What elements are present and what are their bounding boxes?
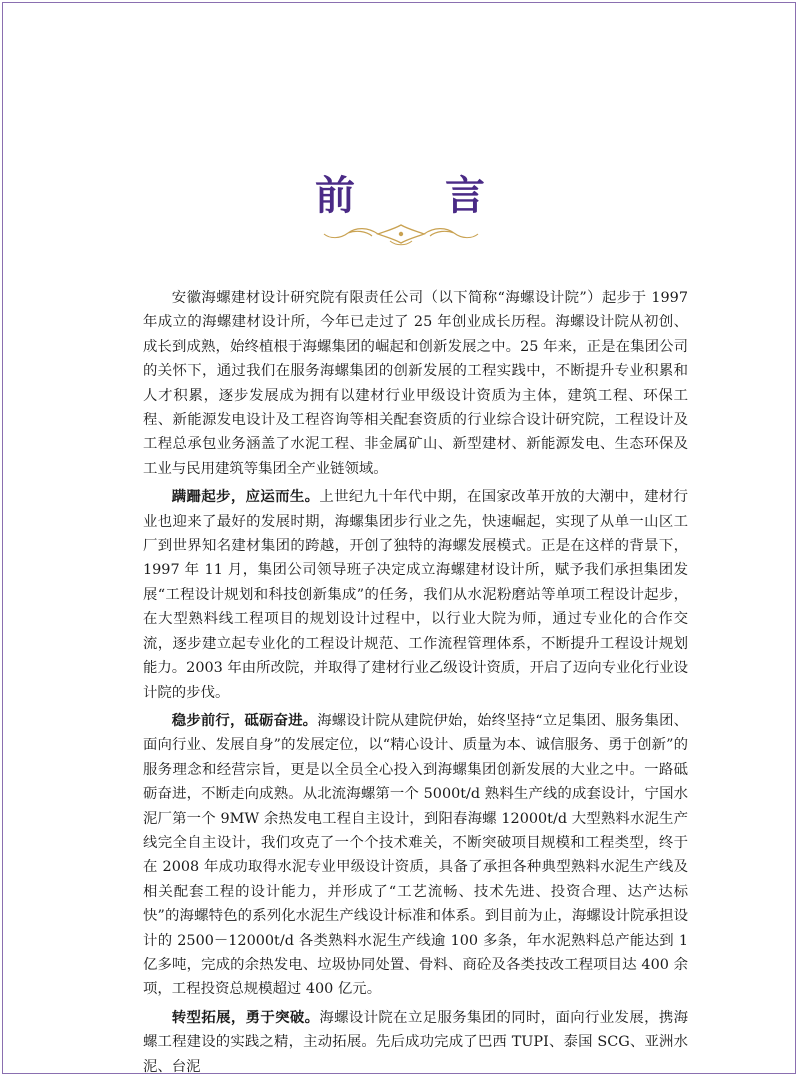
preface-body [143, 286, 688, 1083]
paragraph [143, 709, 688, 1002]
page-title: 前 言 [315, 172, 523, 219]
paragraph [143, 485, 688, 705]
paragraph-text: 海螺设计院在立足服务集团的同时，面向行业发展，携海螺工程建设的实践之精，主动拓展。先后成功完成了巴西 TUPI、泰国 SCG、亚洲水泥、台泥 [143, 1009, 688, 1075]
paragraph-lead: 蹒跚起步，应运而生。 [171, 489, 320, 506]
title-ornament-divider [286, 221, 516, 247]
paragraph-text: 上世纪九十年代中期，在国家改革开放的大潮中，建材行业也迎来了最好的发展时期，海螺集团步行业之先，快速崛起，实现了从单一山区工厂到世界知名建材集团的跨越，开创了独特的海螺发展模式。正是在这样的背景下，1997 年 11 月，集团公司领导班子决定成立海螺建材设计所，赋予我们承担集团发展“工程设计规划和科技创新集成”的任务，我们从水泥粉磨站等单项工程设计起步，在大型熟料线工程项目的规划设计过程中，以行业大院为师，通过专业化的合作交流，逐步建立起专业化的工程设计规范、工作流程管理体系，不断提升工程设计规划能力。2003 年由所改院，并取得了建材行业乙级设计资质，开启了迈向专业化行业设计院的步伐。 [143, 489, 688, 701]
paragraph-lead: 稳步前行，砥砺奋进。 [171, 712, 318, 729]
paragraph-lead: 转型拓展，勇于突破。 [171, 1009, 320, 1026]
paragraph-text: 海螺设计院从建院伊始，始终坚持“立足集团、服务集团、面向行业、发展自身”的发展定位，以“精心设计、质量为本、诚信服务、勇于创新”的服务理念和经营宗旨，更是以全员全心投入到海螺集团创新发展的大业之中。一路砥砺奋进，不断走向成熟。从北流海螺第一个 5000t/d 熟料生产线的成套设计，宁国水泥厂第一个 9MW 余热发电工程自主设计，到阳春海螺 12000t/d 大型熟料水泥生产线完全自主设计，我们攻克了一个个技术难关，不断突破项目规模和工程类型，终于在 2008 年成功取得水泥专业甲级设计资质，具备了承担各种典型熟料水泥生产线及相关配套工程的设计能力，并形成了“工艺流畅、技术先进、投资合理、达产达标快”的海螺特色的系列化水泥生产线设计标准和体系。到目前为止，海螺设计院承担设计的 2500－12000t/d 各类熟料水泥生产线逾 100 多条，年水泥熟料总产能达到 1 亿多吨，完成的余热发电、垃圾协同处置、骨料、商砼及各类技改工程项目达 400 余项，工程投资总规模超过 400 亿元。 [143, 712, 688, 998]
paragraph [143, 1006, 688, 1079]
paragraph-text: 安徽海螺建材设计研究院有限责任公司（以下简称“海螺设计院”）起步于 1997 年成立的海螺建材设计所，今年已走过了 25 年创业成长历程。海螺设计院从初创、成长到成熟，始终植根于海螺集团的崛起和创新发展之中。25 年来，正是在集团公司的关怀下，通过我们在服务海螺集团的创新发展的工程实践中，不断提升专业积累和人才积累，逐步发展成为拥有以建材行业甲级设计资质为主体，建筑工程、环保工程、新能源发电设计及工程咨询等相关配套资质的行业综合设计研究院，工程设计及工程总承包业务涵盖了水泥工程、非金属矿山、新型建材、新能源发电、生态环保及工业与民用建筑等集团全产业链领域。 [143, 290, 688, 477]
paragraph [143, 286, 688, 481]
